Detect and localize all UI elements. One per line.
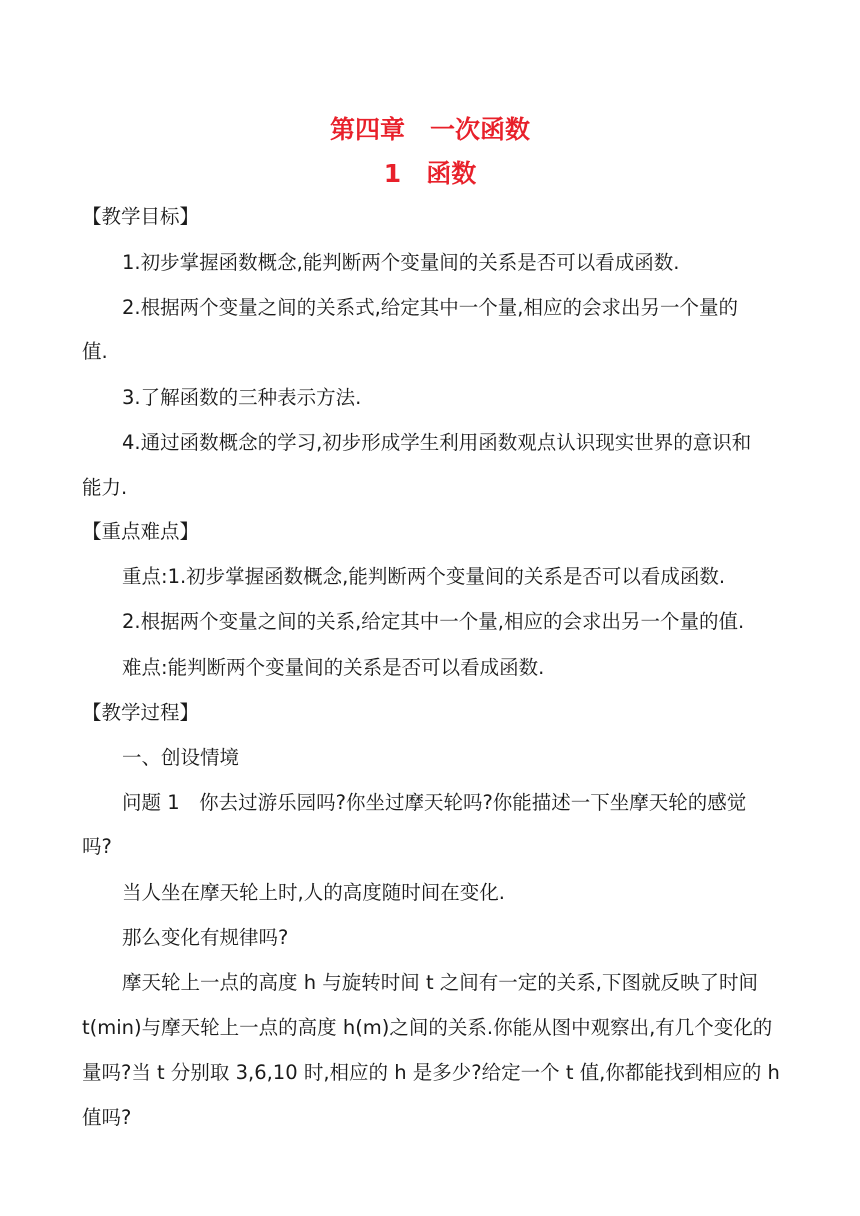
- key-point-2: 2.根据两个变量之间的关系,给定其中一个量,相应的会求出另一个量的值.: [122, 610, 745, 633]
- objective-2-line-2: 值.: [82, 340, 108, 363]
- question-1-line-1: 问题 1 你去过游乐园吗?你坐过摩天轮吗?你能描述一下坐摩天轮的感觉: [122, 791, 747, 814]
- objective-1: 1.初步掌握函数概念,能判断两个变量间的关系是否可以看成函数.: [122, 251, 680, 274]
- process-heading: 【教学过程】: [82, 701, 200, 724]
- difficulty-point: 难点:能判断两个变量间的关系是否可以看成函数.: [122, 656, 545, 679]
- objective-2-line-1: 2.根据两个变量之间的关系式,给定其中一个量,相应的会求出另一个量的: [122, 296, 739, 319]
- section-title: 1 函数: [383, 159, 477, 188]
- objective-3: 3.了解函数的三种表示方法.: [122, 386, 362, 409]
- paragraph-ferris-line-2: t(min)与摩天轮上一点的高度 h(m)之间的关系.你能从图中观察出,有几个变化的: [82, 1016, 773, 1039]
- section-create-scenario: 一、创设情境: [122, 746, 240, 769]
- paragraph-ferris-line-4: 值吗?: [82, 1106, 132, 1129]
- paragraph-pattern-question: 那么变化有规律吗?: [122, 926, 289, 949]
- key-points-heading: 【重点难点】: [82, 520, 200, 543]
- paragraph-ferris-line-3: 量吗?当 t 分别取 3,6,10 时,相应的 h 是多少?给定一个 t 值,你都能找到相应的 h: [82, 1061, 780, 1084]
- objectives-heading: 【教学目标】: [82, 205, 200, 228]
- chapter-title: 第四章 一次函数: [329, 115, 530, 144]
- question-1-line-2: 吗?: [82, 835, 112, 858]
- paragraph-ferris-line-1: 摩天轮上一点的高度 h 与旋转时间 t 之间有一定的关系,下图就反映了时间: [122, 971, 758, 994]
- key-point-1: 重点:1.初步掌握函数概念,能判断两个变量间的关系是否可以看成函数.: [122, 565, 726, 588]
- objective-4-line-2: 能力.: [82, 476, 128, 499]
- paragraph-height-changes: 当人坐在摩天轮上时,人的高度随时间在变化.: [122, 881, 505, 904]
- objective-4-line-1: 4.通过函数概念的学习,初步形成学生利用函数观点认识现实世界的意识和: [122, 431, 752, 454]
